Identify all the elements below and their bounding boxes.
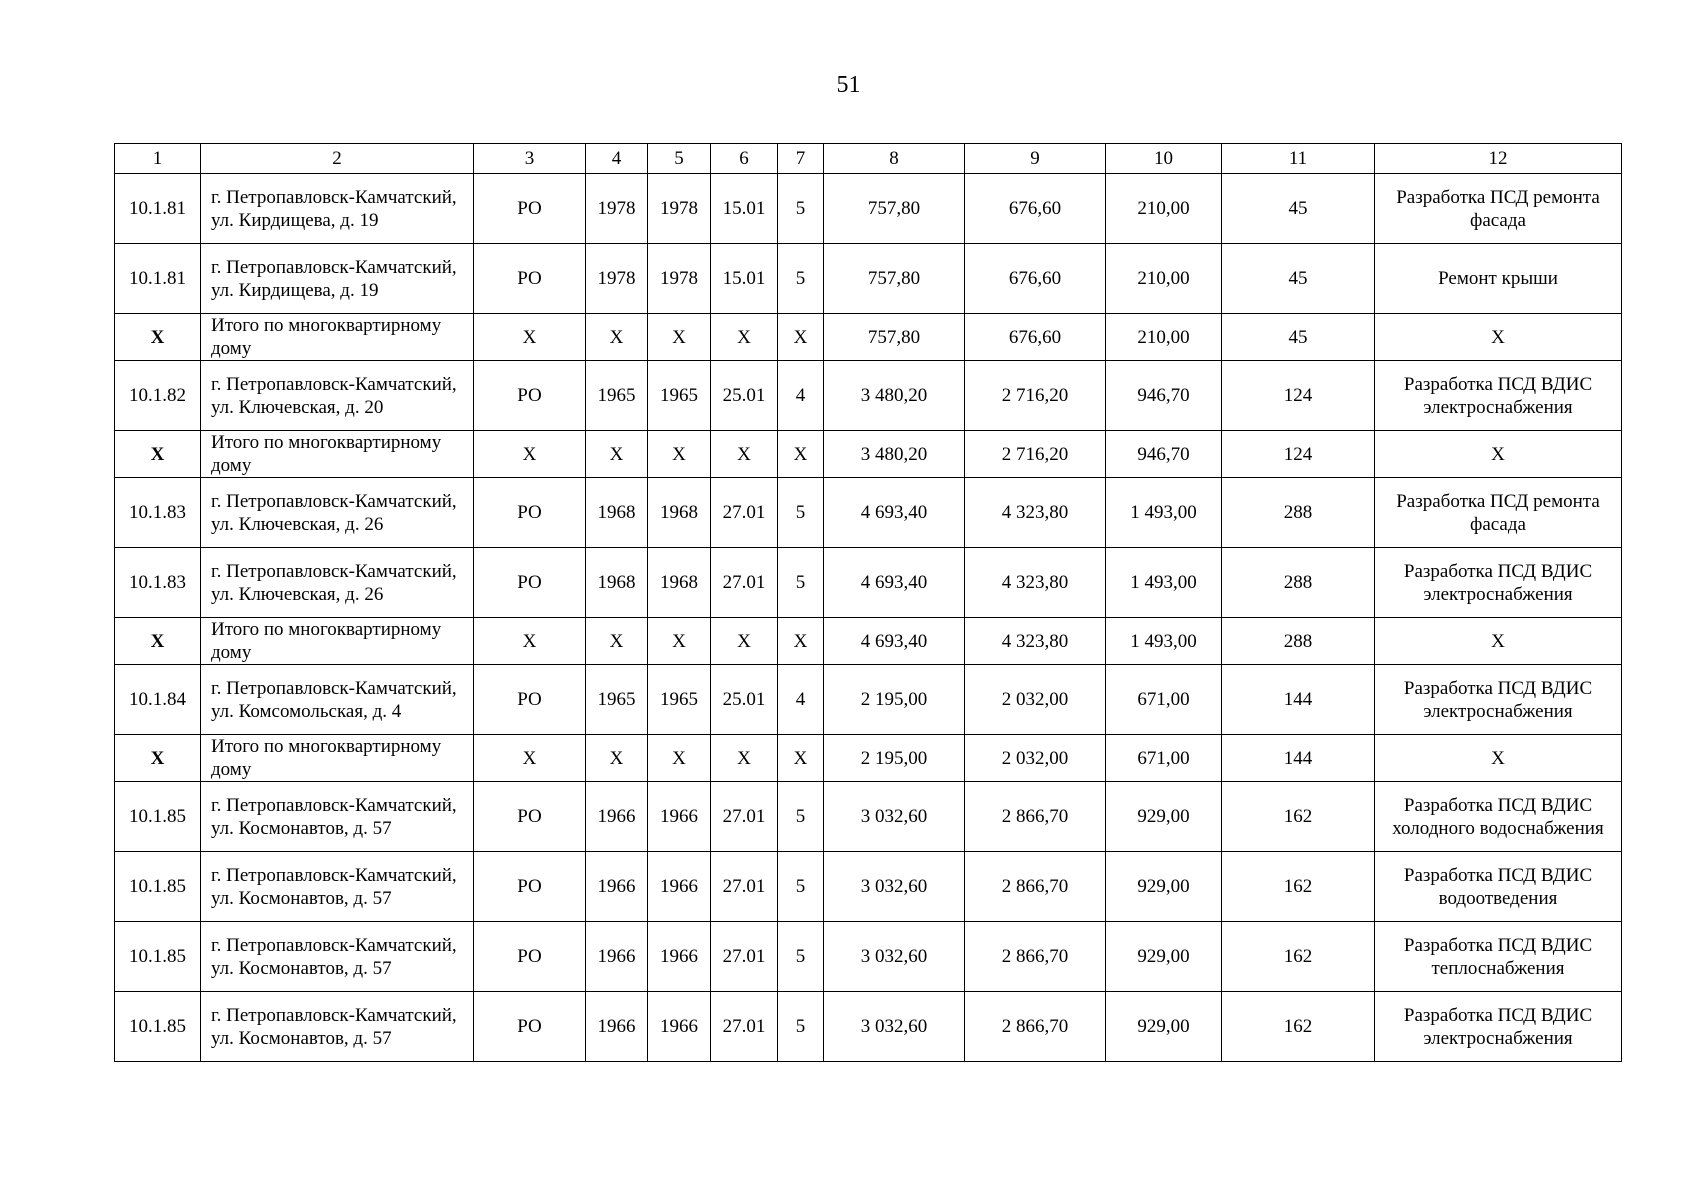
table-cell-col-1: 10.1.85	[115, 852, 201, 922]
table-cell-col-5: 1968	[648, 548, 711, 618]
table-row	[115, 852, 1622, 922]
table-cell-col-5: Х	[648, 735, 711, 782]
table-row	[115, 782, 1622, 852]
table-cell-col-5: 1978	[648, 174, 711, 244]
total-row	[115, 431, 1622, 478]
table-cell-col-7: 5	[778, 992, 824, 1062]
table-cell-col-12: Разработка ПСД ВДИС электроснабжения	[1375, 665, 1622, 735]
table-cell-col-10: 210,00	[1106, 314, 1222, 361]
table-cell-col-10: 929,00	[1106, 852, 1222, 922]
table-cell-col-12: Разработка ПСД ремонта фасада	[1375, 174, 1622, 244]
table-cell-col-3: РО	[474, 174, 586, 244]
table-cell-col-8: 757,80	[824, 244, 965, 314]
table-cell-col-10: 1 493,00	[1106, 478, 1222, 548]
table-cell-col-4: 1965	[586, 665, 648, 735]
table-row	[115, 548, 1622, 618]
table-cell-col-12: Разработка ПСД ВДИС водоотведения	[1375, 852, 1622, 922]
table-cell-col-10: 929,00	[1106, 922, 1222, 992]
table-cell-col-12: Разработка ПСД ВДИС холодного водоснабжения	[1375, 782, 1622, 852]
table-cell-col-7: 5	[778, 478, 824, 548]
table-cell-col-6: Х	[711, 431, 778, 478]
table-row	[115, 174, 1622, 244]
table-cell-col-7: 5	[778, 852, 824, 922]
table-cell-col-3: РО	[474, 992, 586, 1062]
table-cell-col-5: 1966	[648, 922, 711, 992]
table-cell-col-12: Ремонт крыши	[1375, 244, 1622, 314]
table-cell-col-6: 27.01	[711, 782, 778, 852]
column-number-3: 3	[474, 144, 586, 174]
table-cell-col-7: 5	[778, 548, 824, 618]
table-cell-col-4: Х	[586, 431, 648, 478]
table-cell-col-12: Разработка ПСД ремонта фасада	[1375, 478, 1622, 548]
table-cell-col-9: 2 032,00	[965, 665, 1106, 735]
table-cell-col-6: 15.01	[711, 244, 778, 314]
table-cell-col-9: 676,60	[965, 314, 1106, 361]
table-cell-col-7: Х	[778, 618, 824, 665]
total-row	[115, 314, 1622, 361]
table-cell-col-3: РО	[474, 665, 586, 735]
table-cell-col-10: 210,00	[1106, 174, 1222, 244]
table-cell-col-10: 946,70	[1106, 431, 1222, 478]
table-cell-col-1: Х	[115, 314, 201, 361]
table-cell-col-7: 5	[778, 922, 824, 992]
total-row	[115, 618, 1622, 665]
table-cell-col-2: г. Петропавловск-Камчатский, ул. Космонавтов, д. 57	[201, 852, 474, 922]
table-cell-col-6: 27.01	[711, 852, 778, 922]
table-cell-col-1: 10.1.85	[115, 782, 201, 852]
table-cell-col-5: 1966	[648, 852, 711, 922]
table-cell-col-6: 27.01	[711, 922, 778, 992]
table-cell-col-6: 27.01	[711, 548, 778, 618]
table-cell-col-11: 162	[1222, 852, 1375, 922]
table-cell-col-4: Х	[586, 314, 648, 361]
table-cell-col-8: 3 480,20	[824, 361, 965, 431]
column-number-8: 8	[824, 144, 965, 174]
table-cell-col-6: 15.01	[711, 174, 778, 244]
table-cell-col-2: г. Петропавловск-Камчатский, ул. Космонавтов, д. 57	[201, 992, 474, 1062]
table-cell-col-2: г. Петропавловск-Камчатский, ул. Ключевская, д. 26	[201, 548, 474, 618]
table-cell-col-10: 671,00	[1106, 665, 1222, 735]
table-cell-col-9: 2 866,70	[965, 782, 1106, 852]
table-cell-col-1: 10.1.81	[115, 244, 201, 314]
table-cell-col-9: 4 323,80	[965, 618, 1106, 665]
repair-register-table	[114, 143, 1622, 1062]
table-cell-col-4: 1968	[586, 548, 648, 618]
table-cell-col-9: 2 716,20	[965, 361, 1106, 431]
table-cell-col-3: Х	[474, 618, 586, 665]
table-cell-col-7: 4	[778, 665, 824, 735]
table-cell-col-12: Разработка ПСД ВДИС электроснабжения	[1375, 361, 1622, 431]
table-cell-col-9: 2 866,70	[965, 852, 1106, 922]
table-cell-col-11: 288	[1222, 548, 1375, 618]
table-cell-col-6: 27.01	[711, 478, 778, 548]
table-cell-col-11: 162	[1222, 992, 1375, 1062]
table-cell-col-3: РО	[474, 782, 586, 852]
table-cell-col-2: г. Петропавловск-Камчатский, ул. Космонавтов, д. 57	[201, 782, 474, 852]
table-cell-col-2: г. Петропавловск-Камчатский, ул. Ключевская, д. 20	[201, 361, 474, 431]
table-cell-col-11: 144	[1222, 665, 1375, 735]
column-number-5: 5	[648, 144, 711, 174]
table-row	[115, 244, 1622, 314]
table-cell-col-4: 1978	[586, 244, 648, 314]
table-cell-col-9: 676,60	[965, 174, 1106, 244]
table-cell-col-12: Х	[1375, 431, 1622, 478]
column-number-4: 4	[586, 144, 648, 174]
table-cell-col-6: 25.01	[711, 361, 778, 431]
table-cell-col-3: Х	[474, 431, 586, 478]
table-cell-col-4: 1966	[586, 852, 648, 922]
column-number-1: 1	[115, 144, 201, 174]
table-cell-col-6: Х	[711, 735, 778, 782]
table-cell-col-4: 1966	[586, 782, 648, 852]
table-cell-col-11: 124	[1222, 431, 1375, 478]
table-cell-col-4: 1965	[586, 361, 648, 431]
table-cell-col-10: 946,70	[1106, 361, 1222, 431]
table-cell-col-3: РО	[474, 478, 586, 548]
table-cell-col-8: 4 693,40	[824, 548, 965, 618]
table-cell-col-6: 25.01	[711, 665, 778, 735]
table-cell-col-4: Х	[586, 618, 648, 665]
table-cell-col-6: Х	[711, 618, 778, 665]
table-cell-col-10: 1 493,00	[1106, 618, 1222, 665]
table-cell-col-12: Разработка ПСД ВДИС электроснабжения	[1375, 548, 1622, 618]
table-cell-col-5: 1966	[648, 992, 711, 1062]
table-cell-col-2: г. Петропавловск-Камчатский, ул. Космонавтов, д. 57	[201, 922, 474, 992]
table-cell-col-11: 162	[1222, 782, 1375, 852]
table-body	[115, 144, 1622, 1062]
table-cell-col-11: 45	[1222, 244, 1375, 314]
table-cell-col-7: Х	[778, 431, 824, 478]
table-cell-col-1: 10.1.83	[115, 478, 201, 548]
table-cell-col-2: Итого по многоквартирному дому	[201, 314, 474, 361]
table-cell-col-4: 1966	[586, 922, 648, 992]
table-cell-col-2: г. Петропавловск-Камчатский, ул. Ключевская, д. 26	[201, 478, 474, 548]
table-cell-col-2: г. Петропавловск-Камчатский, ул. Кирдищева, д. 19	[201, 244, 474, 314]
table-cell-col-12: Х	[1375, 735, 1622, 782]
table-cell-col-12: Х	[1375, 618, 1622, 665]
table-cell-col-2: г. Петропавловск-Камчатский, ул. Кирдищева, д. 19	[201, 174, 474, 244]
table-cell-col-8: 3 032,60	[824, 992, 965, 1062]
table-cell-col-2: г. Петропавловск-Камчатский, ул. Комсомольская, д. 4	[201, 665, 474, 735]
table-cell-col-1: 10.1.85	[115, 992, 201, 1062]
table-cell-col-11: 288	[1222, 618, 1375, 665]
table-cell-col-3: Х	[474, 314, 586, 361]
table-row	[115, 361, 1622, 431]
column-number-2: 2	[201, 144, 474, 174]
table-cell-col-8: 757,80	[824, 314, 965, 361]
table-cell-col-4: 1978	[586, 174, 648, 244]
table-cell-col-8: 3 032,60	[824, 852, 965, 922]
table-cell-col-11: 162	[1222, 922, 1375, 992]
table-cell-col-1: 10.1.84	[115, 665, 201, 735]
table-cell-col-10: 1 493,00	[1106, 548, 1222, 618]
table-cell-col-10: 210,00	[1106, 244, 1222, 314]
table-cell-col-8: 4 693,40	[824, 618, 965, 665]
table-cell-col-4: 1968	[586, 478, 648, 548]
table-cell-col-2: Итого по многоквартирному дому	[201, 618, 474, 665]
table-cell-col-1: Х	[115, 735, 201, 782]
table-cell-col-5: 1968	[648, 478, 711, 548]
table-cell-col-11: 124	[1222, 361, 1375, 431]
total-row	[115, 735, 1622, 782]
table-cell-col-7: Х	[778, 314, 824, 361]
table-cell-col-7: 4	[778, 361, 824, 431]
table-cell-col-8: 757,80	[824, 174, 965, 244]
table-cell-col-3: Х	[474, 735, 586, 782]
table-cell-col-1: 10.1.83	[115, 548, 201, 618]
table-cell-col-9: 4 323,80	[965, 478, 1106, 548]
table-cell-col-8: 3 032,60	[824, 782, 965, 852]
table-cell-col-9: 676,60	[965, 244, 1106, 314]
table-row	[115, 922, 1622, 992]
table-cell-col-8: 4 693,40	[824, 478, 965, 548]
table-cell-col-3: РО	[474, 244, 586, 314]
table-cell-col-9: 2 866,70	[965, 922, 1106, 992]
table-cell-col-4: Х	[586, 735, 648, 782]
table-cell-col-1: 10.1.82	[115, 361, 201, 431]
table-cell-col-6: Х	[711, 314, 778, 361]
table-cell-col-2: Итого по многоквартирному дому	[201, 735, 474, 782]
column-number-row	[115, 144, 1622, 174]
table-cell-col-7: 5	[778, 244, 824, 314]
table-cell-col-5: Х	[648, 618, 711, 665]
table-cell-col-9: 4 323,80	[965, 548, 1106, 618]
column-number-10: 10	[1106, 144, 1222, 174]
table-cell-col-5: 1965	[648, 665, 711, 735]
table-cell-col-11: 45	[1222, 314, 1375, 361]
column-number-11: 11	[1222, 144, 1375, 174]
table-cell-col-10: 671,00	[1106, 735, 1222, 782]
table-cell-col-3: РО	[474, 361, 586, 431]
table-cell-col-9: 2 716,20	[965, 431, 1106, 478]
table-cell-col-2: Итого по многоквартирному дому	[201, 431, 474, 478]
table-cell-col-12: Разработка ПСД ВДИС электроснабжения	[1375, 992, 1622, 1062]
table-cell-col-3: РО	[474, 852, 586, 922]
table-cell-col-3: РО	[474, 922, 586, 992]
table-cell-col-8: 3 032,60	[824, 922, 965, 992]
table-cell-col-5: 1965	[648, 361, 711, 431]
table-cell-col-10: 929,00	[1106, 782, 1222, 852]
table-row	[115, 478, 1622, 548]
table-cell-col-3: РО	[474, 548, 586, 618]
table-cell-col-1: 10.1.85	[115, 922, 201, 992]
table-cell-col-1: Х	[115, 618, 201, 665]
column-number-6: 6	[711, 144, 778, 174]
table-cell-col-10: 929,00	[1106, 992, 1222, 1062]
page-number: 51	[836, 72, 861, 98]
table-cell-col-11: 45	[1222, 174, 1375, 244]
column-number-9: 9	[965, 144, 1106, 174]
table-cell-col-7: Х	[778, 735, 824, 782]
table-cell-col-8: 2 195,00	[824, 735, 965, 782]
table-cell-col-5: Х	[648, 314, 711, 361]
column-number-12: 12	[1375, 144, 1622, 174]
table-cell-col-9: 2 866,70	[965, 992, 1106, 1062]
table-cell-col-9: 2 032,00	[965, 735, 1106, 782]
table-cell-col-11: 144	[1222, 735, 1375, 782]
table-cell-col-6: 27.01	[711, 992, 778, 1062]
table-row	[115, 665, 1622, 735]
table-row	[115, 992, 1622, 1062]
table-cell-col-11: 288	[1222, 478, 1375, 548]
table-cell-col-12: Х	[1375, 314, 1622, 361]
table-cell-col-8: 3 480,20	[824, 431, 965, 478]
table-cell-col-4: 1966	[586, 992, 648, 1062]
table-cell-col-5: 1966	[648, 782, 711, 852]
table-cell-col-7: 5	[778, 174, 824, 244]
table-cell-col-7: 5	[778, 782, 824, 852]
table-cell-col-1: 10.1.81	[115, 174, 201, 244]
table-cell-col-12: Разработка ПСД ВДИС теплоснабжения	[1375, 922, 1622, 992]
table-cell-col-1: Х	[115, 431, 201, 478]
table-cell-col-5: 1978	[648, 244, 711, 314]
column-number-7: 7	[778, 144, 824, 174]
table-cell-col-5: Х	[648, 431, 711, 478]
table-cell-col-8: 2 195,00	[824, 665, 965, 735]
